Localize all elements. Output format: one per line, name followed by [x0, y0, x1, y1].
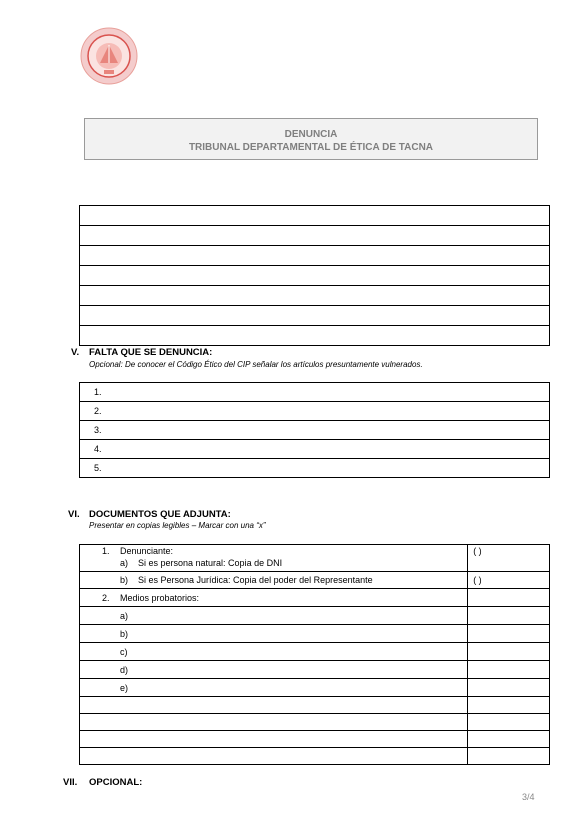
section-v-number: V.	[71, 347, 80, 358]
evidence-mark-cell[interactable]	[468, 714, 550, 731]
evidence-row[interactable]	[80, 607, 468, 625]
fault-row-number: 2.	[94, 406, 102, 416]
cip-seal-icon	[80, 27, 138, 85]
evidence-mark-cell[interactable]	[468, 607, 550, 625]
evidence-blank-row[interactable]	[80, 714, 468, 731]
blank-row[interactable]	[80, 306, 550, 326]
item1a-text: Si es persona natural: Copia de DNI	[138, 558, 283, 568]
page-number: 3/4	[522, 792, 535, 802]
fault-row[interactable]	[80, 440, 550, 459]
section-vi-note: Presentar en copias legibles – Marcar con una “x”	[89, 521, 266, 530]
fault-row-number: 3.	[94, 425, 102, 435]
evidence-letter: e)	[120, 682, 129, 693]
blank-table	[79, 205, 550, 346]
blank-row[interactable]	[80, 246, 550, 266]
evidence-blank-row[interactable]	[80, 748, 468, 765]
fault-row-number: 1.	[94, 387, 102, 397]
section-vii-number: VII.	[63, 777, 78, 788]
evidence-mark-cell[interactable]	[468, 643, 550, 661]
evidence-row[interactable]	[80, 625, 468, 643]
item1a-letter: a)	[120, 558, 129, 568]
evidence-blank-row[interactable]	[80, 731, 468, 748]
documents-table	[79, 544, 550, 765]
evidence-letter: b)	[120, 628, 129, 639]
item2-label: Medios probatorios:	[120, 592, 200, 603]
evidence-mark-cell[interactable]	[468, 625, 550, 643]
evidence-row[interactable]	[80, 679, 468, 697]
denunciante-cell	[80, 545, 468, 572]
section-v-title: FALTA QUE SE DENUNCIA:	[89, 347, 213, 358]
evidence-mark-cell[interactable]	[468, 731, 550, 748]
section-vi-number: VI.	[68, 509, 80, 520]
item1-number: 1.	[102, 546, 110, 556]
item1b-letter: b)	[120, 575, 129, 585]
checkbox-juridica[interactable]: ( )	[468, 572, 550, 589]
section-vi-title: DOCUMENTOS QUE ADJUNTA:	[89, 509, 231, 520]
document-header	[84, 118, 538, 160]
header-title: DENUNCIA	[284, 129, 338, 140]
fault-row[interactable]	[80, 402, 550, 421]
evidence-letter: a)	[120, 610, 129, 621]
fault-row[interactable]	[80, 421, 550, 440]
blank-row[interactable]	[80, 206, 550, 226]
item1-label: Denunciante:	[120, 546, 174, 556]
blank-row[interactable]	[80, 226, 550, 246]
fault-row[interactable]	[80, 459, 550, 478]
header-subtitle: TRIBUNAL DEPARTAMENTAL DE ÉTICA DE TACNA	[188, 142, 434, 153]
fault-row[interactable]	[80, 383, 550, 402]
juridica-cell	[80, 572, 468, 589]
item1b-text: Si es Persona Jurídica: Copia del poder del Representante	[138, 575, 373, 585]
evidence-mark-cell[interactable]	[468, 661, 550, 679]
fault-row-number: 4.	[94, 444, 102, 454]
evidence-row[interactable]	[80, 661, 468, 679]
evidence-letter: c)	[120, 646, 128, 657]
medios-mark-cell[interactable]	[468, 589, 550, 607]
evidence-row[interactable]	[80, 643, 468, 661]
evidence-blank-row[interactable]	[80, 697, 468, 714]
evidence-mark-cell[interactable]	[468, 748, 550, 765]
medios-cell	[80, 589, 468, 607]
blank-row[interactable]	[80, 286, 550, 306]
fault-row-number: 5.	[94, 463, 102, 473]
evidence-letter: d)	[120, 664, 129, 675]
blank-row[interactable]	[80, 266, 550, 286]
section-v-note: Opcional: De conocer el Código Ético del CIP señalar los artículos presuntamente vulnerados.	[89, 360, 423, 369]
item2-number: 2.	[102, 592, 110, 603]
evidence-mark-cell[interactable]	[468, 679, 550, 697]
blank-row[interactable]	[80, 326, 550, 346]
evidence-mark-cell[interactable]	[468, 697, 550, 714]
checkbox-natural[interactable]: ( )	[468, 545, 550, 572]
section-vii-title: OPCIONAL:	[89, 777, 143, 788]
faults-table	[79, 382, 550, 478]
